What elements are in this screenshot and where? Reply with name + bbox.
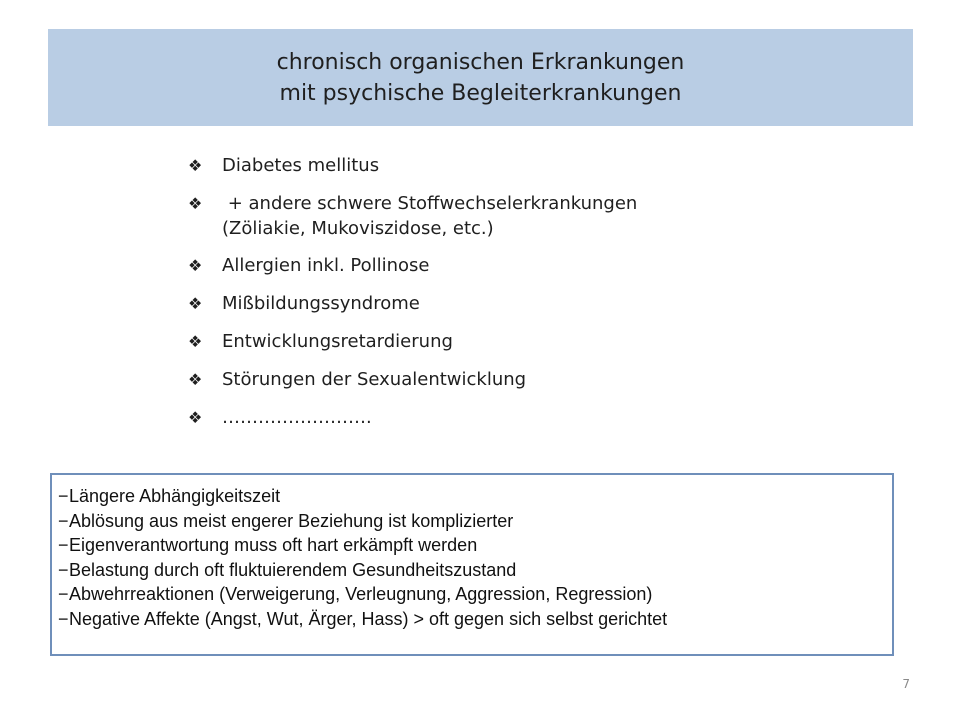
box-line-text: Ablösung aus meist engerer Beziehung ist komplizierter bbox=[69, 510, 514, 531]
box-line bbox=[58, 533, 884, 558]
bullet-text: ……………………. bbox=[222, 407, 372, 428]
diamond-flower-icon: ❖ bbox=[188, 194, 203, 213]
dash-icon: − bbox=[58, 486, 69, 506]
slide-title-line-2: mit psychische Begleiterkrankungen bbox=[279, 80, 682, 106]
dash-icon: − bbox=[58, 608, 69, 629]
dash-icon: − bbox=[58, 510, 69, 531]
diamond-flower-icon: ❖ bbox=[188, 370, 203, 389]
box-line bbox=[58, 607, 884, 632]
page-number: 7 bbox=[902, 677, 910, 691]
box-line-text: Eigenverantwortung muss oft hart erkämpft werden bbox=[69, 535, 478, 555]
bullet-list bbox=[188, 153, 828, 443]
bullet-item bbox=[188, 291, 828, 316]
box-line bbox=[58, 509, 884, 534]
bullet-text: Allergien inkl. Pollinose bbox=[222, 255, 430, 276]
diamond-flower-icon: ❖ bbox=[188, 294, 203, 313]
bullet-item bbox=[188, 405, 828, 430]
bullet-text: + andere schwere Stoffwechselerkrankungen bbox=[222, 193, 638, 214]
box-line-text: Negative Affekte (Angst, Wut, Ärger, Hass) > oft gegen sich selbst gerichtet bbox=[69, 608, 668, 629]
box-line-text: Belastung durch oft fluktuierendem Gesundheitszustand bbox=[69, 559, 517, 580]
bullet-item bbox=[188, 367, 828, 392]
title-banner bbox=[48, 29, 913, 126]
bullet-item bbox=[188, 153, 828, 178]
diamond-flower-icon: ❖ bbox=[188, 256, 203, 275]
box-line bbox=[58, 582, 884, 607]
bullet-text-continuation: (Zöliakie, Mukoviszidose, etc.) bbox=[222, 218, 494, 239]
bullet-text: Entwicklungsretardierung bbox=[222, 331, 453, 352]
box-line bbox=[58, 484, 884, 509]
bullet-item bbox=[188, 253, 828, 278]
box-line bbox=[58, 558, 884, 583]
dash-icon: − bbox=[58, 535, 69, 555]
bullet-text: Mißbildungssyndrome bbox=[222, 293, 420, 314]
bullet-text: Diabetes mellitus bbox=[222, 155, 380, 176]
diamond-flower-icon: ❖ bbox=[188, 156, 203, 175]
consequences-box bbox=[50, 473, 894, 656]
dash-icon: − bbox=[58, 559, 69, 580]
bullet-text: Störungen der Sexualentwicklung bbox=[222, 369, 527, 390]
dash-icon: − bbox=[58, 584, 69, 604]
box-line-text: Abwehrreaktionen (Verweigerung, Verleugnung, Aggression, Regression) bbox=[69, 584, 653, 604]
slide-title-line-1: chronisch organischen Erkrankungen bbox=[276, 49, 685, 75]
bullet-item bbox=[188, 329, 828, 354]
diamond-flower-icon: ❖ bbox=[188, 332, 203, 351]
diamond-flower-icon: ❖ bbox=[188, 408, 203, 427]
box-line-text: Längere Abhängigkeitszeit bbox=[69, 486, 281, 506]
bullet-item bbox=[188, 191, 828, 241]
